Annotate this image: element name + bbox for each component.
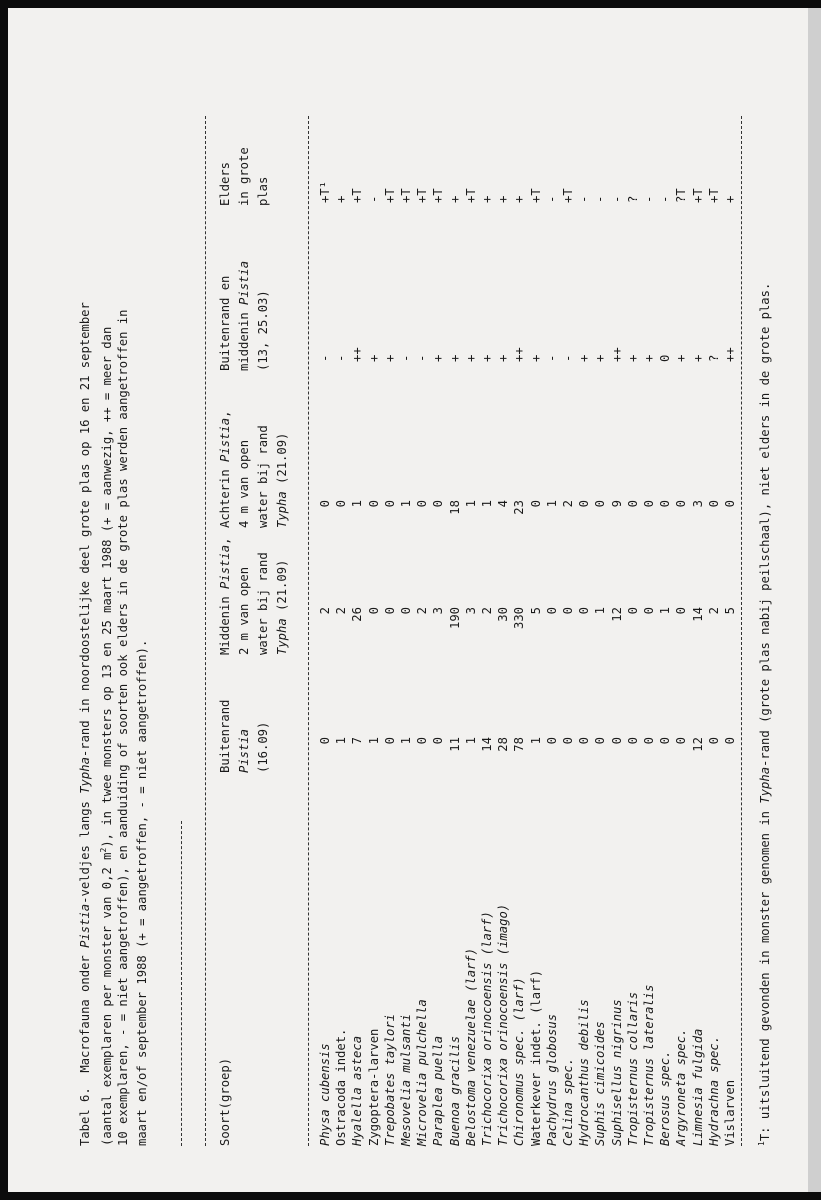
table-cell-c2: 2	[415, 607, 430, 615]
table-cell-c4: +	[382, 354, 397, 362]
header-c2-line-1: Middenin Pistia,	[218, 537, 232, 655]
header-c4-line-2: middenin Pistia	[237, 260, 251, 371]
table-cell-c3: 0	[658, 500, 673, 508]
table-cell-c2: 0	[382, 607, 397, 615]
table-cell-c5: -	[642, 195, 656, 203]
table-cell-c4: +	[447, 354, 462, 362]
species-name: Pachydrus globosus	[544, 1013, 559, 1146]
table-cell-c3: 0	[593, 500, 608, 508]
table-cell-c5: ?T	[674, 188, 689, 203]
table-cell-c3: 0	[318, 500, 332, 508]
table-cell-c1: 1	[334, 737, 349, 745]
table-cell-c4: ++	[609, 347, 624, 362]
species-name: Suphisellus nigrinus	[609, 999, 624, 1146]
table-cell-c5: +T¹	[318, 180, 332, 203]
table-cell-c3: 0	[674, 500, 689, 508]
table-cell-c3: 0	[625, 500, 640, 508]
table-cell-c2: 2	[318, 607, 332, 615]
header-c4-line-3: (13, 25.03)	[256, 290, 270, 371]
species-name: Berosus spec.	[658, 1050, 673, 1146]
table-cell-c1: 78	[512, 737, 527, 752]
table-cell-c5: +	[496, 195, 511, 203]
divider-top-short	[181, 821, 182, 1146]
table-cell-c3: 0	[415, 500, 430, 508]
table-cell-c2: 1	[593, 607, 608, 615]
table-cell-c5: -	[609, 195, 624, 203]
table-cell-c3: 0	[366, 500, 381, 508]
table-cell-c2: 26	[350, 607, 365, 622]
table-cell-c1: 0	[609, 737, 624, 745]
table-cell-c4: +	[463, 354, 478, 362]
table-cell-c4: +	[577, 354, 592, 362]
scanned-page	[8, 8, 808, 1192]
table-cell-c5: +T	[690, 188, 705, 203]
caption-line-3: 10 exemplaren, - = niet aangetroffen), en aanduiding of soorten ook elders in de grote plas werden aangetroffen in	[116, 309, 130, 1146]
table-cell-c5: -	[577, 195, 592, 203]
header-c5-line-1: Elders	[218, 161, 232, 206]
table-cell-c1: 1	[463, 737, 478, 745]
table-cell-c4: -	[544, 354, 559, 362]
header-c2-line-2: 2 m van open	[237, 566, 251, 655]
table-cell-c1: 0	[625, 737, 640, 745]
table-cell-c1: 0	[658, 737, 673, 745]
table-cell-c4: -	[561, 354, 575, 362]
table-cell-c5: +T	[415, 188, 430, 203]
table-cell-c4: ++	[723, 347, 737, 362]
table-cell-c3: 3	[690, 500, 705, 508]
table-cell-c2: 5	[723, 607, 737, 615]
divider-header	[308, 116, 309, 1146]
table-cell-c2: 2	[480, 607, 494, 615]
table-cell-c2: 0	[399, 607, 413, 615]
table-cell-c5: +	[447, 195, 462, 203]
table-cell-c4: -	[415, 354, 430, 362]
page-edge	[808, 8, 821, 1192]
table-cell-c5: +	[480, 195, 494, 203]
table-cell-c4: +	[625, 354, 640, 362]
table-cell-c3: 4	[496, 500, 511, 508]
table-cell-c2: 0	[561, 607, 575, 615]
header-c3-line-1: Achterin Pistia,	[218, 410, 232, 528]
species-name: Trichocorixa orinocoensis (imago)	[496, 903, 511, 1146]
divider-bottom	[741, 116, 742, 1146]
table-cell-c1: 28	[496, 737, 511, 752]
header-c5-line-3: plas	[256, 176, 270, 206]
table-cell-c3: 0	[431, 500, 446, 508]
divider-top-long	[205, 116, 206, 1146]
species-name: Belostoma venezuelae (larf)	[463, 947, 478, 1146]
table-cell-c5: +T	[528, 188, 543, 203]
table-cell-c3: 0	[642, 500, 656, 508]
header-c4-line-1: Buitenrand en	[218, 275, 232, 371]
table-cell-c5: ?	[625, 195, 640, 203]
table-cell-c4: +	[593, 354, 608, 362]
table-cell-c5: -	[658, 195, 673, 203]
caption-line-4: maart en/of september 1988 (+ = aangetroffen, - = niet aangetroffen).	[135, 639, 149, 1146]
table-cell-c4: -	[399, 354, 413, 362]
species-name: Tropisternus collaris	[625, 991, 640, 1146]
table-cell-c1: 0	[593, 737, 608, 745]
table-cell-c1: 0	[561, 737, 575, 745]
table-cell-c3: 0	[577, 500, 592, 508]
table-cell-c3: 0	[382, 500, 397, 508]
table-cell-c5: +	[723, 195, 737, 203]
table-cell-c1: 14	[480, 737, 494, 752]
table-cell-c1: 0	[642, 737, 656, 745]
species-name: Waterkever indet. (larf)	[528, 969, 543, 1146]
species-name: Microvelia pulchella	[415, 999, 430, 1146]
table-cell-c3: 0	[706, 500, 721, 508]
table-cell-c4: -	[318, 354, 332, 362]
header-c1-line-2: Pistia	[237, 728, 251, 773]
species-name: Paraplea puella	[431, 1035, 446, 1146]
table-cell-c1: 0	[431, 737, 446, 745]
species-name: Zygoptera-larven	[366, 1028, 381, 1146]
table-cell-c3: 23	[512, 500, 527, 515]
table-cell-c3: 1	[463, 500, 478, 508]
species-name: Celina spec.	[561, 1057, 575, 1146]
caption-line-1: Tabel 6. Macrofauna onder Pistia-veldjes langs Typha-rand in noordoostelijke deel grote plas op 16 en 21 september	[78, 302, 92, 1146]
table-cell-c1: 7	[350, 737, 365, 745]
table-cell-c1: 0	[415, 737, 430, 745]
table-cell-c4: -	[334, 354, 349, 362]
table-cell-c5: +T	[463, 188, 478, 203]
species-name: Hyalella asteca	[350, 1035, 365, 1146]
species-name: Buenoa gracilis	[447, 1035, 462, 1146]
table-cell-c2: 0	[577, 607, 592, 615]
table-cell-c1: 1	[366, 737, 381, 745]
table-cell-c4: +	[366, 354, 381, 362]
table-cell-c2: 2	[334, 607, 349, 615]
table-cell-c2: 2	[706, 607, 721, 615]
table-cell-c1: 0	[706, 737, 721, 745]
species-name: Mesovelia mulsanti	[399, 1013, 413, 1146]
caption-line-2: (aantal exemplaren per monster van 0,2 $m^2$), in twee monsters op 13 en 25 maart 1988 (+ = aanwezig, ++ = meer dan	[99, 326, 115, 1146]
table-cell-c4: 0	[658, 354, 673, 362]
table-cell-c1: 0	[544, 737, 559, 745]
header-c3-line-3: water bij rand	[256, 425, 270, 528]
table-cell-c5: +T	[431, 188, 446, 203]
table-cell-c2: 0	[544, 607, 559, 615]
table-cell-c2: 0	[674, 607, 689, 615]
table-cell-c2: 14	[690, 607, 705, 622]
table-cell-c2: 5	[528, 607, 543, 615]
table-cell-c3: 1	[350, 500, 365, 508]
table-cell-c1: 1	[528, 737, 543, 745]
table-cell-c4: ?	[706, 354, 721, 362]
table-cell-c1: 11	[447, 737, 462, 752]
table-cell-c2: 30	[496, 607, 511, 622]
table-cell-c2: 330	[512, 607, 527, 630]
table-cell-c1: 0	[382, 737, 397, 745]
table-cell-c2: 0	[625, 607, 640, 615]
species-name: Suphis cimicoides	[593, 1021, 608, 1146]
table-cell-c4: +	[431, 354, 446, 362]
table-cell-c2: 0	[642, 607, 656, 615]
table-cell-c5: +	[512, 195, 527, 203]
table-cell-c1: 1	[399, 737, 413, 745]
table-cell-c5: -	[593, 195, 608, 203]
table-cell-c4: ++	[350, 347, 365, 362]
table-cell-c4: +	[674, 354, 689, 362]
table-cell-c5: +T	[561, 188, 575, 203]
table-cell-c2: 0	[366, 607, 381, 615]
header-c1-line-3: (16.09)	[256, 721, 270, 773]
header-c5-line-2: in grote	[237, 147, 251, 206]
species-name: Chironomus spec. (larf)	[512, 977, 527, 1146]
table-cell-c3: 0	[723, 500, 737, 508]
table-cell-c1: 0	[577, 737, 592, 745]
table-cell-c5: +T	[399, 188, 413, 203]
table-cell-c4: +	[642, 354, 656, 362]
table-cell-c3: 9	[609, 500, 624, 508]
header-species: Soort(groep)	[218, 1057, 232, 1146]
table-cell-c4: +	[480, 354, 494, 362]
species-name: Ostracoda indet.	[334, 1028, 349, 1146]
table-cell-c3: 2	[561, 500, 575, 508]
header-c3-line-2: 4 m van open	[237, 439, 251, 528]
species-name: Argyroneta spec.	[674, 1028, 689, 1146]
species-name: Vislarven	[723, 1079, 737, 1146]
table-cell-c4: +	[528, 354, 543, 362]
header-c2-line-4: Typha (21.09)	[275, 559, 289, 655]
table-cell-c5: -	[366, 195, 381, 203]
table-cell-c3: 18	[447, 500, 462, 515]
species-name: Hydrocanthus debilis	[577, 999, 592, 1146]
table-cell-c2: 190	[447, 607, 462, 630]
header-c2-line-3: water bij rand	[256, 552, 270, 655]
table-cell-c3: 0	[528, 500, 543, 508]
table-cell-c1: 0	[674, 737, 689, 745]
table-cell-c2: 3	[463, 607, 478, 615]
header-c3-line-4: Typha (21.09)	[275, 432, 289, 528]
table-cell-c5: -	[544, 195, 559, 203]
header-c1-line-1: Buitenrand	[218, 699, 232, 773]
species-name: Hydrachna spec.	[706, 1035, 721, 1146]
species-name: Tropisternus lateralis	[642, 984, 656, 1146]
table-cell-c1: 0	[318, 737, 332, 745]
table-cell-c3: 1	[399, 500, 413, 508]
table-cell-c5: +T	[382, 188, 397, 203]
species-name: Physa cubensis	[318, 1043, 332, 1146]
table-cell-c2: 1	[658, 607, 673, 615]
table-cell-c2: 3	[431, 607, 446, 615]
footnote: $^1$T: uitsluitend gevonden in monster genomen in Typha-rand (grote plas nabij peilschaal), niet elders in de grote plas.	[757, 282, 773, 1146]
table-cell-c3: 1	[544, 500, 559, 508]
table-cell-c1: 0	[723, 737, 737, 745]
table-cell-c4: +	[496, 354, 511, 362]
species-name: Trichocorixa orinocoensis (larf)	[480, 911, 494, 1146]
table-cell-c4: +	[690, 354, 705, 362]
species-name: Limnesia fulgida	[690, 1028, 705, 1146]
species-name: Trepobates taylori	[382, 1013, 397, 1146]
table-cell-c2: 12	[609, 607, 624, 622]
table-cell-c1: 12	[690, 737, 705, 752]
table-cell-c5: +T	[706, 188, 721, 203]
table-cell-c5: +	[334, 195, 349, 203]
table-cell-c4: ++	[512, 347, 527, 362]
table-cell-c3: 1	[480, 500, 494, 508]
rotated-table-content	[78, 108, 798, 1148]
table-cell-c3: 0	[334, 500, 349, 508]
table-cell-c5: +T	[350, 188, 365, 203]
